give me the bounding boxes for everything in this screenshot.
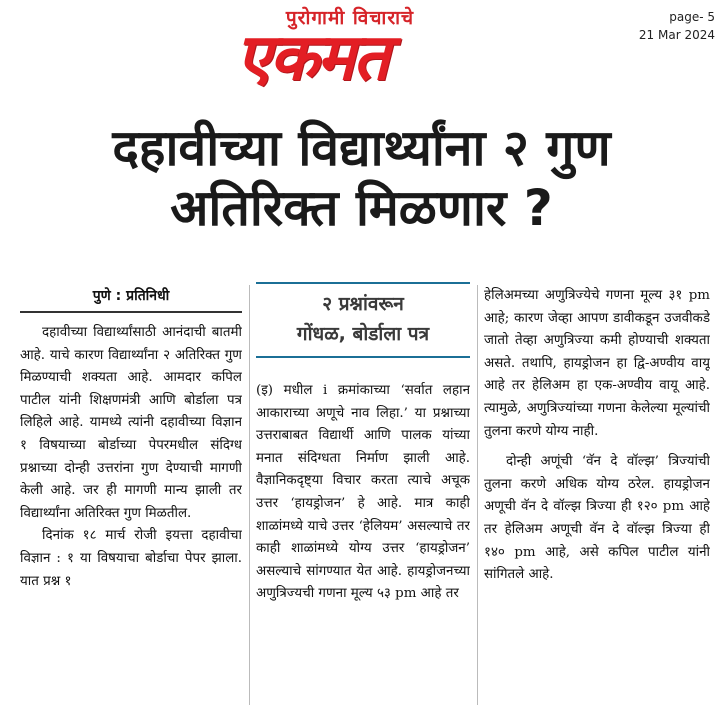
- page-meta: [639, 8, 715, 44]
- column-divider: [477, 285, 478, 705]
- page-number: page- 5: [669, 10, 715, 24]
- article-column-3: [484, 285, 710, 707]
- masthead: [0, 0, 723, 96]
- article-column-1: [20, 322, 242, 707]
- subheading-line-2: गोंधळ, बोर्डाला पत्र: [296, 323, 430, 345]
- subheading-line-1: २ प्रश्नांवरून: [322, 293, 404, 315]
- subheading-top-rule: [256, 282, 470, 284]
- subheading-box: [256, 282, 470, 358]
- article-paragraph: हेलिअमच्या अणुत्रिज्येचे गणना मूल्य ३१ pm आहे; कारण जेव्हा आपण डावीकडून उजवीकडे जातो तेव्हा अणुत्रिज्या कमी होण्याची शक्यता असते. तथापि, हायड्रोजन हा द्वि-अण्वीय वायू आहे तर हेलिअम हा एक-अण्वीय वायू आहे. त्यामुळे, अणुत्रिज्यांच्या गणना केलेल्या मूल्यांची तुलना करणे योग्य नाही.: [484, 288, 710, 439]
- byline: पुणे : प्रतिनिधी: [92, 288, 170, 304]
- newspaper-logo: एकमत: [236, 21, 388, 95]
- headline: [0, 118, 723, 238]
- article-paragraph: दोन्ही अणूंची ‘वॅन दे वॉल्झ’ त्रिज्यांची तुलना करणे अधिक योग्य ठरेल. हायड्रोजन अणूची वॅन दे वॉल्झ त्रिज्या ही १२० pm आहे तर हेलिअम अणूची वॅन दे वॉल्झ त्रिज्या ही १४० pm आहे, असे कपिल पाटील यांनी सांगितले आहे.: [484, 454, 710, 583]
- article-column-2: [256, 380, 470, 710]
- publication-date: 21 Mar 2024: [638, 28, 715, 42]
- article-paragraph: दहावीच्या विद्यार्थ्यांसाठी आनंदाची बातमी आहे. याचे कारण विद्यार्थ्यांना २ अतिरिक्त गुण मिळण्याची शक्यता आहे. आमदार कपिल पाटील यांनी शिक्षणमंत्री आणि बोर्डाला पत्र लिहिले आहे. यामध्ये त्यांनी दहावीच्या विज्ञान १ विषयाच्या बोर्डाच्या पेपरमधील संदिग्ध प्रश्नाच्या दोन्ही उत्तरांना गुण देण्याची मागणी केली आहे. जर ही मागणी मान्य झाली तर विद्यार्थ्यांना अतिरिक्त गुण मिळतील.: [20, 325, 242, 521]
- article-paragraph: (इ) मधील i क्रमांकाच्या ‘सर्वात लहान आकाराच्या अणूचे नाव लिहा.’ या प्रश्नाच्या उत्तराबाबत विद्यार्थी आणि पालक यांच्या मनात संदिग्धता निर्माण झाली आहे. वैज्ञानिकदृष्ट्या विचार करता त्याचे अचूक उत्तर ‘हायड्रोजन’ हे आहे. मात्र काही शाळांमध्ये याचे उत्तर ‘हेलियम’ असल्याचे तर काही शाळांमध्ये योग्य उत्तर ‘हायड्रोजन’ असल्याचे सांगण्यात येत आहे. हायड्रोजनच्या अणुत्रिज्यची गणना मूल्य ५३ pm आहे तर: [256, 383, 470, 602]
- masthead-tagline: पुरोगामी विचाराचे: [285, 7, 415, 29]
- byline-divider: [20, 311, 242, 313]
- subheading-bottom-rule: [256, 356, 470, 358]
- column-divider: [249, 285, 250, 705]
- headline-line-2: अतिरिक्त मिळणार ?: [170, 179, 553, 237]
- article-paragraph: दिनांक १८ मार्च रोजी इयत्ता दहावीचा विज्ञान : १ या विषयाचा बोर्डाचा पेपर झाला. यात प्रश्न १: [20, 528, 242, 589]
- headline-line-1: दहावीच्या विद्यार्थ्यांना २ गुण: [112, 119, 611, 177]
